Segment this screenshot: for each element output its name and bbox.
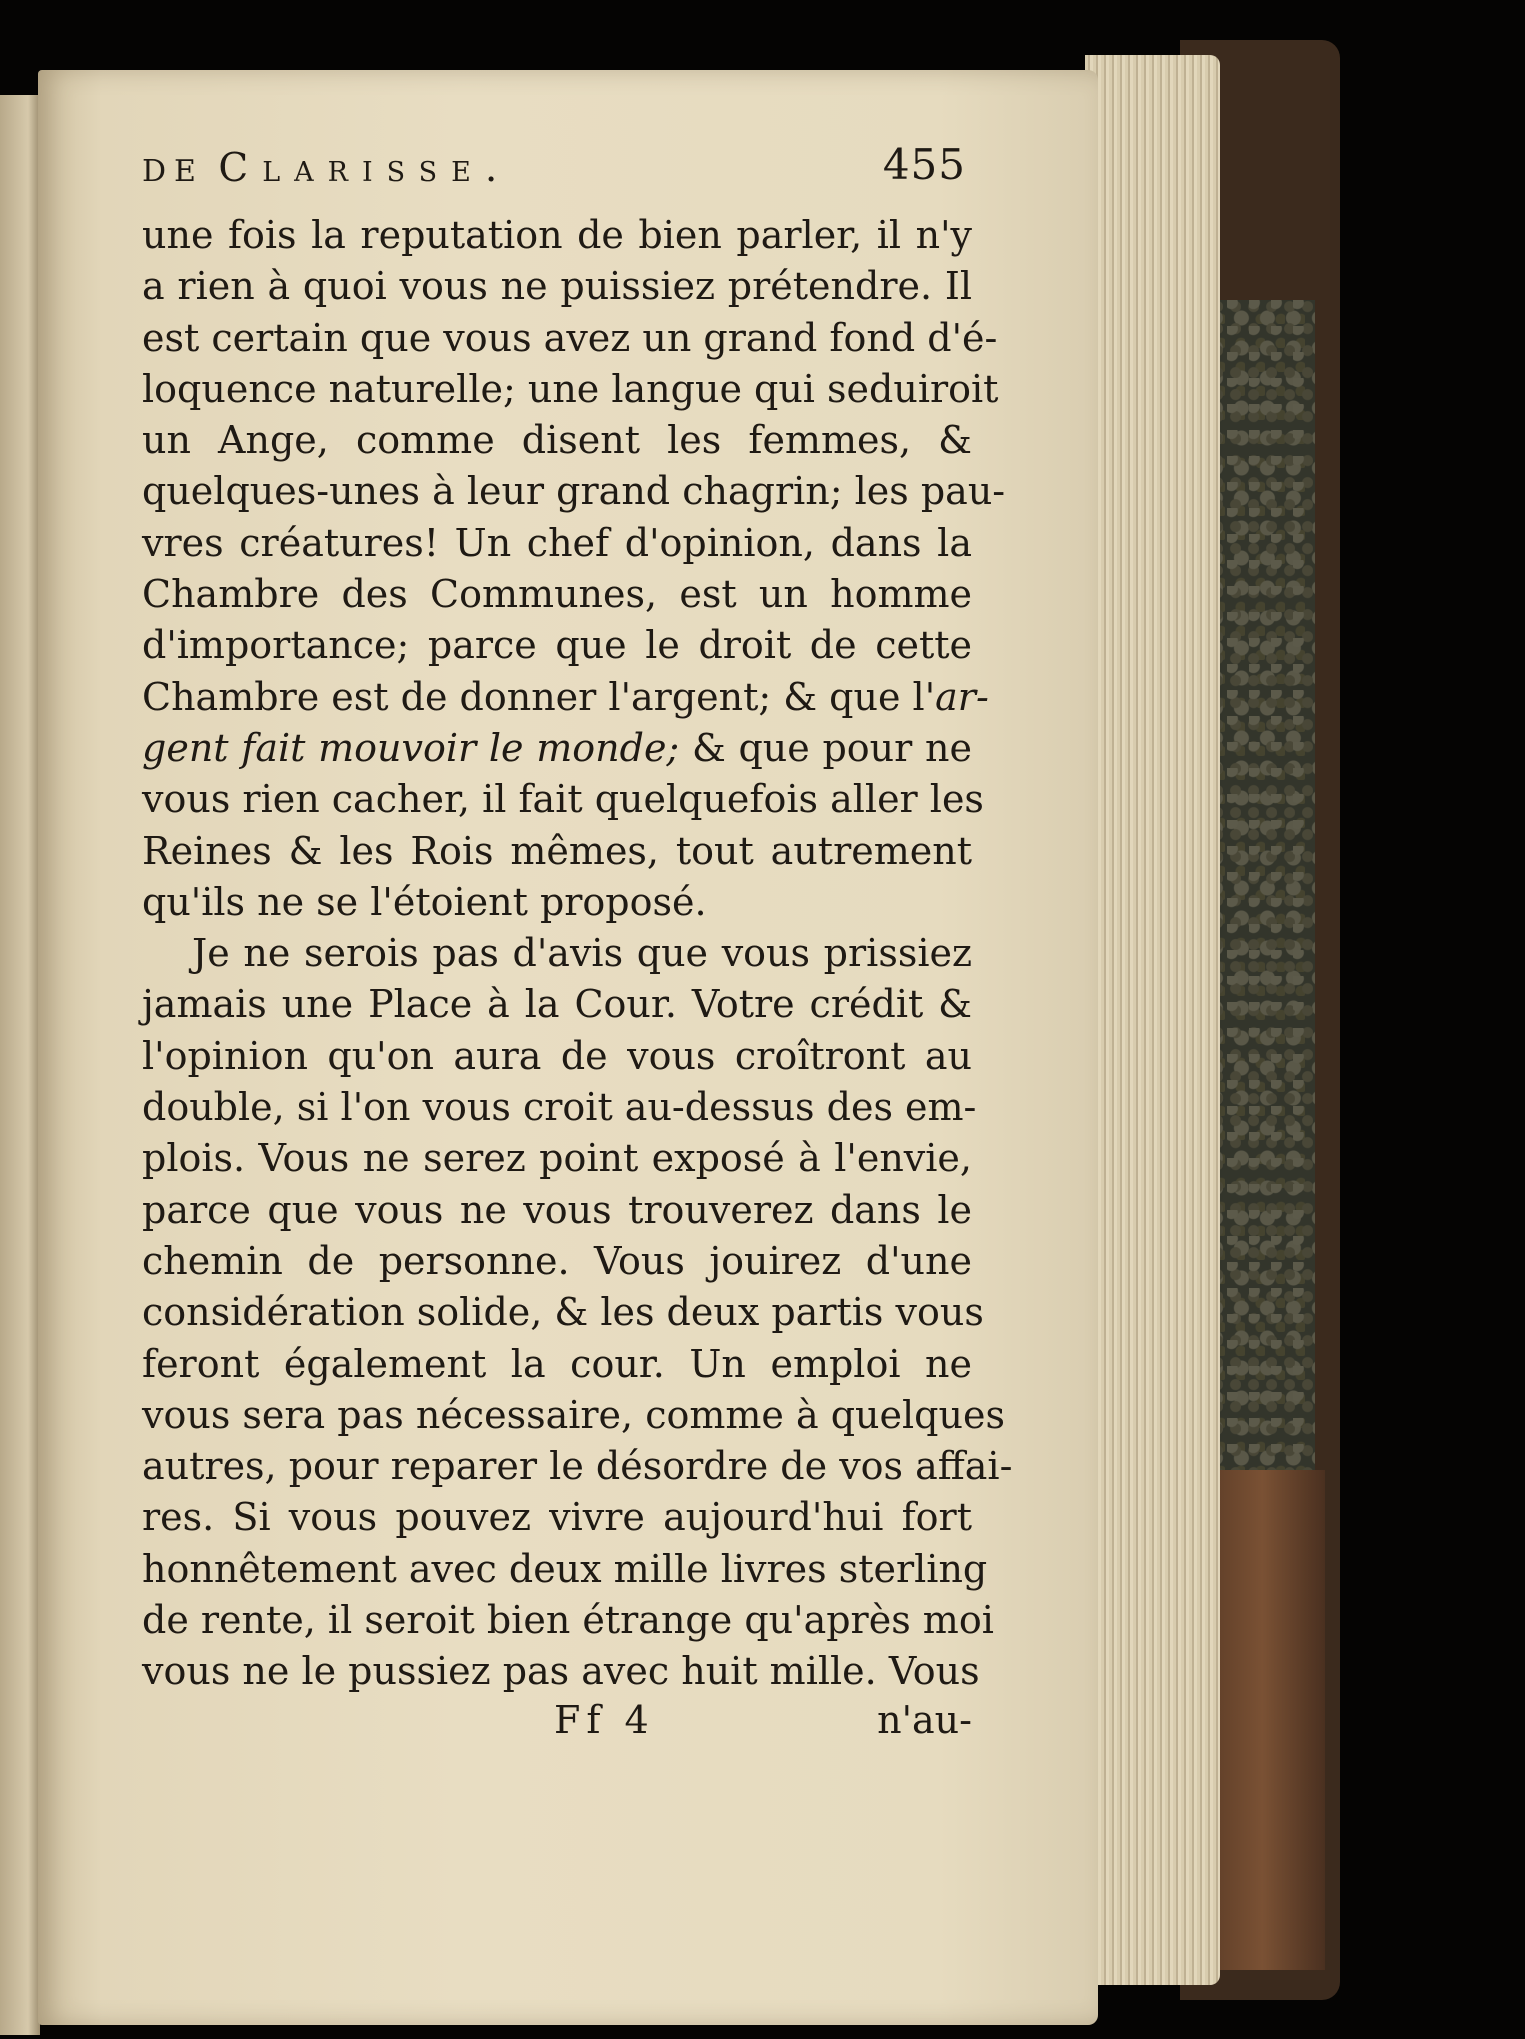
page-number: 455 — [882, 140, 966, 189]
text-line — [142, 518, 972, 569]
text-line — [142, 210, 972, 261]
facing-page-edge — [0, 95, 40, 2035]
line-text: Reines & les Rois mêmes, tout autrement — [142, 828, 972, 873]
text-line — [142, 1185, 972, 1236]
text-line — [142, 261, 972, 312]
text-line — [142, 877, 972, 928]
line-text: vous ne le pussiez pas avec huit mille. Vous — [142, 1649, 980, 1694]
line-text: plois. Vous ne serez point exposé à l'envie, — [142, 1136, 972, 1181]
text-line — [142, 466, 1006, 517]
text-line — [142, 1082, 977, 1133]
text-line — [142, 1287, 984, 1338]
line-text: & que pour ne — [679, 725, 972, 770]
page-edges — [1085, 55, 1220, 1985]
line-text: autres, pour reparer le désordre de vos affai- — [142, 1444, 1013, 1489]
line-text: considération solide, & les deux partis vous — [142, 1290, 984, 1335]
line-text: vous rien cacher, il fait quelquefois aller les — [142, 777, 984, 822]
text-line — [142, 364, 999, 415]
text-line — [142, 774, 984, 825]
line-text: honnêtement avec deux mille livres sterling — [142, 1546, 988, 1591]
text-line — [142, 313, 998, 364]
text-line — [142, 1390, 1005, 1441]
text-line — [142, 1595, 994, 1646]
line-text: res. Si vous pouvez vivre aujourd'hui fort — [142, 1495, 972, 1540]
line-text: jamais une Place à la Cour. Votre crédit & — [142, 982, 972, 1027]
text-line — [142, 1441, 1013, 1492]
line-text: de rente, il seroit bien étrange qu'après moi — [142, 1598, 994, 1643]
running-title-name: Clarisse. — [218, 146, 512, 191]
text-line — [142, 569, 972, 620]
line-text: feront également la cour. Un emploi ne — [142, 1341, 972, 1386]
line-text: loquence naturelle; une langue qui seduiroit — [142, 366, 999, 411]
page-footer — [142, 1698, 972, 1750]
line-text: l'opinion qu'on aura de vous croîtront au — [142, 1033, 972, 1078]
text-line — [142, 1031, 972, 1082]
text-line — [142, 1492, 972, 1543]
line-text: Chambre des Communes, est un homme — [142, 572, 972, 617]
text-line — [142, 826, 972, 877]
text-line — [142, 620, 972, 671]
body-text — [142, 210, 1013, 1698]
text-line — [142, 723, 972, 774]
running-title-prefix: DE — [142, 154, 204, 189]
line-text: un Ange, comme disent les femmes, & — [142, 418, 972, 463]
line-text: est certain que vous avez un grand fond d'é- — [142, 315, 998, 360]
line-text: vous sera pas nécessaire, comme à quelques — [142, 1392, 1005, 1437]
text-line — [142, 928, 972, 979]
text-line — [142, 1133, 972, 1184]
text-line — [142, 415, 972, 466]
text-line — [142, 1339, 972, 1390]
line-text: Je ne serois pas d'avis que vous prissiez — [192, 931, 972, 976]
text-line — [142, 979, 972, 1030]
line-text: chemin de personne. Vous jouirez d'une — [142, 1238, 972, 1283]
running-head — [142, 140, 972, 200]
line-text: vres créatures! Un chef d'opinion, dans la — [142, 520, 972, 565]
line-text: parce que vous ne vous trouverez dans le — [142, 1187, 972, 1232]
line-text: d'importance; parce que le droit de cette — [142, 623, 972, 668]
signature-mark: Ff 4 — [554, 1697, 655, 1742]
italic-text: gent fait mouvoir le monde; — [142, 725, 680, 770]
italic-text: ar- — [935, 674, 989, 719]
line-text: Chambre est de donner l'argent; & que l' — [142, 674, 936, 719]
line-text: une fois la reputation de bien parler, il n'y — [142, 213, 972, 257]
catchword: n'au- — [877, 1697, 972, 1742]
line-text: qu'ils ne se l'étoient proposé. — [142, 879, 707, 924]
line-text: double, si l'on vous croit au-dessus des em- — [142, 1085, 977, 1130]
line-text: a rien à quoi vous ne puissiez prétendre. Il — [142, 264, 972, 309]
line-text: quelques-unes à leur grand chagrin; les pau- — [142, 469, 1006, 514]
text-block — [142, 140, 1013, 1750]
marbled-paper-cover — [1205, 300, 1315, 1480]
running-title — [142, 146, 511, 191]
text-line — [142, 672, 989, 723]
text-line — [142, 1544, 988, 1595]
text-line — [142, 1236, 972, 1287]
text-line — [142, 1646, 980, 1697]
